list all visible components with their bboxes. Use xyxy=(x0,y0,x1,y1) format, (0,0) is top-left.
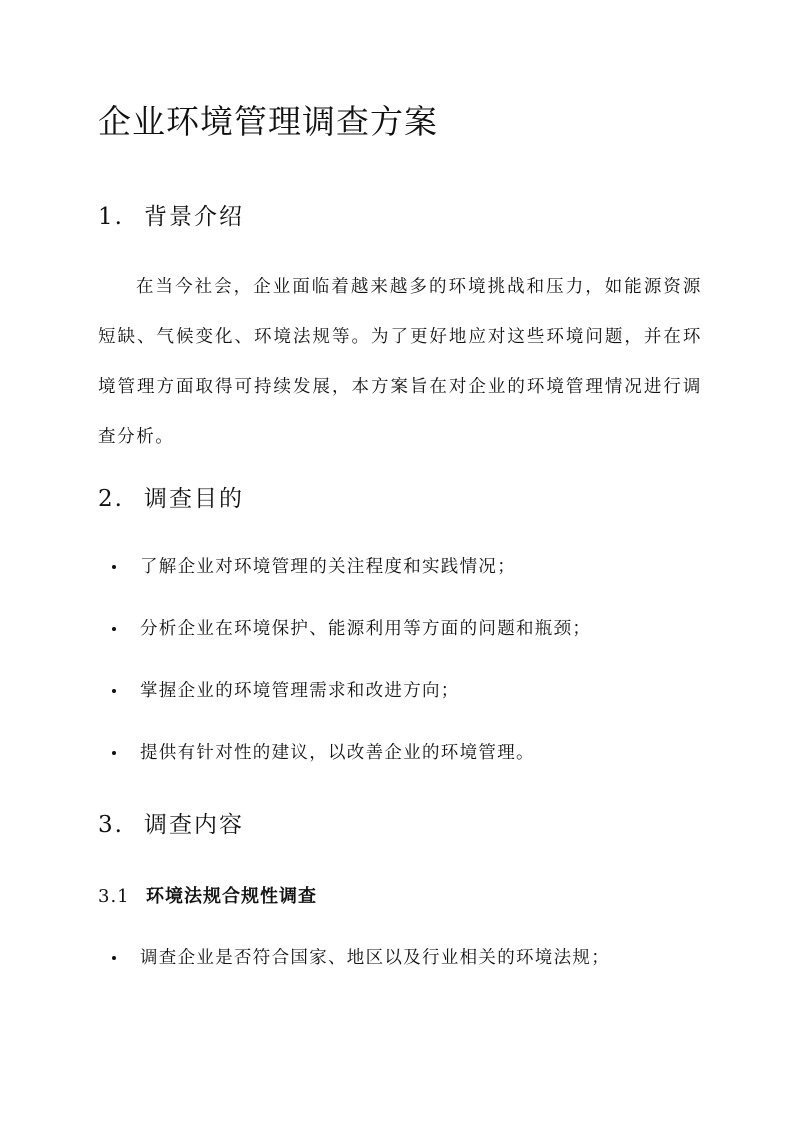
section-title: 背景介绍 xyxy=(144,204,244,230)
list-item xyxy=(112,739,591,801)
purpose-bullet-list xyxy=(112,553,591,801)
list-item-text: 提供有针对性的建议，以改善企业的环境管理。 xyxy=(140,743,535,763)
bullet-icon xyxy=(112,956,116,960)
section-title: 调查内容 xyxy=(144,812,244,838)
list-item-text: 了解企业对环境管理的关注程度和实践情况； xyxy=(140,557,516,577)
subsection-heading-compliance xyxy=(98,882,317,908)
list-item xyxy=(112,944,610,1006)
section-heading-purpose xyxy=(98,480,244,513)
section-number: 2. xyxy=(98,486,124,512)
list-item xyxy=(112,615,591,677)
list-item xyxy=(112,553,591,615)
list-item xyxy=(112,677,591,739)
list-item-text: 调查企业是否符合国家、地区以及行业相关的环境法规； xyxy=(140,948,610,968)
compliance-bullet-list xyxy=(112,944,610,1006)
subsection-title: 环境法规合规性调查 xyxy=(146,886,317,907)
subsection-number: 3.1 xyxy=(98,886,130,907)
background-paragraph: 在当今社会，企业面临着越来越多的环境挑战和压力，如能源资源短缺、气候变化、环境法规等。为了更好地应对这些环境问题，并在环境管理方面取得可持续发展，本方案旨在对企业的环境管理情况进行调查分析。 xyxy=(98,277,702,447)
section-title: 调查目的 xyxy=(144,486,244,512)
section-number: 1. xyxy=(98,204,124,230)
bullet-icon xyxy=(112,689,116,693)
list-item-text: 分析企业在环境保护、能源利用等方面的问题和瓶颈； xyxy=(140,619,592,639)
section-heading-background xyxy=(98,198,244,231)
list-item-text: 掌握企业的环境管理需求和改进方向； xyxy=(140,681,460,701)
section-number: 3. xyxy=(98,812,124,838)
bullet-icon xyxy=(112,565,116,569)
bullet-icon xyxy=(112,751,116,755)
section-heading-content xyxy=(98,806,244,839)
bullet-icon xyxy=(112,627,116,631)
document-title: 企业环境管理调查方案 xyxy=(98,102,438,141)
